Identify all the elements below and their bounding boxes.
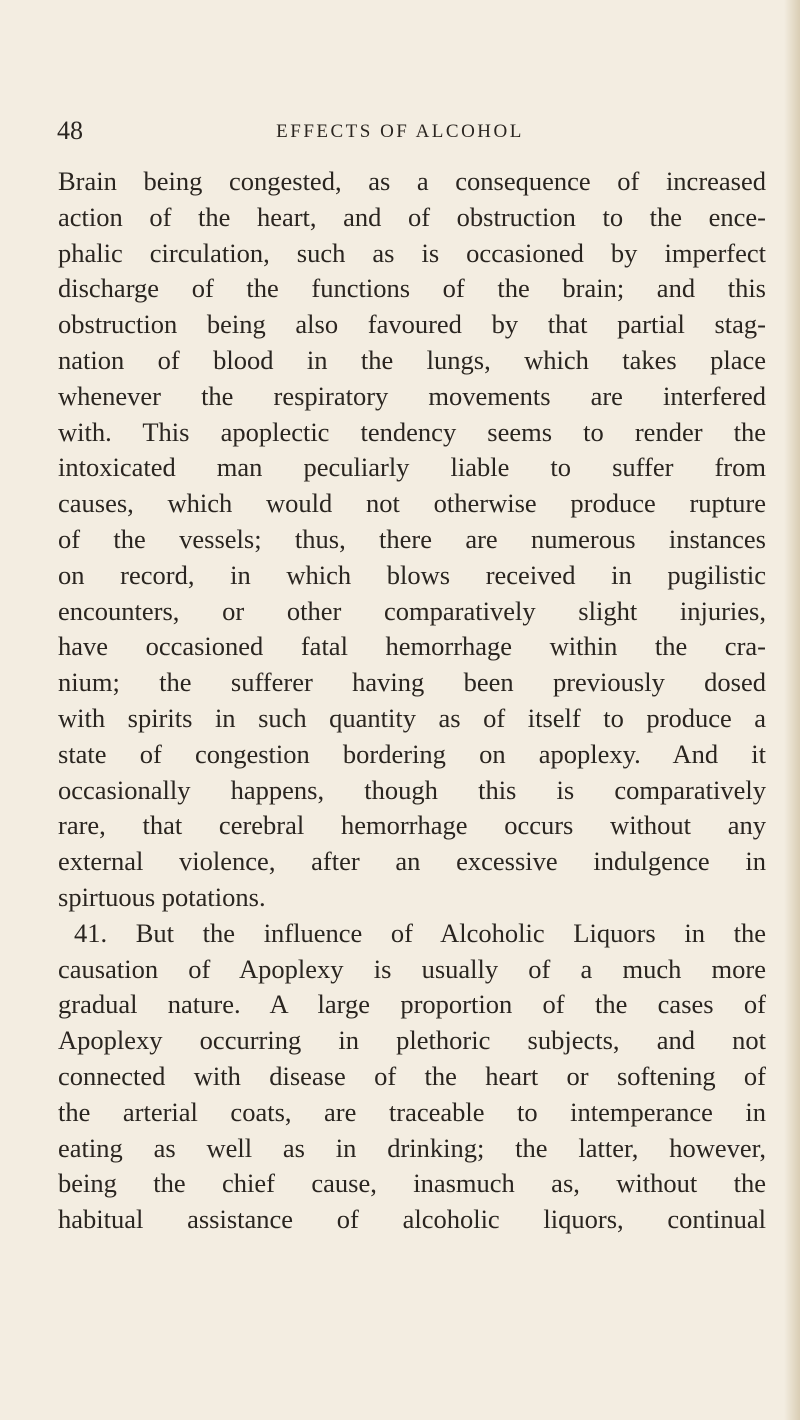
text-line: occasionally happens, though this is comparatively	[58, 774, 766, 805]
text-line: of the vessels; thus, there are numerous instances	[58, 523, 766, 554]
text-line: eating as well as in drinking; the latter, however,	[58, 1132, 766, 1163]
page-edge-shadow	[784, 0, 800, 1420]
text-line: have occasioned fatal hemorrhage within the cra-	[58, 631, 766, 662]
text-line: gradual nature. A large proportion of the cases of	[58, 989, 766, 1020]
text-line: nium; the sufferer having been previously dosed	[58, 667, 766, 698]
body-text	[58, 164, 766, 1238]
text-line: encounters, or other comparatively slight injuries,	[58, 595, 766, 626]
text-line: Apoplexy occurring in plethoric subjects, and not	[58, 1025, 766, 1056]
text-line: Brain being congested, as a consequence of increased	[58, 166, 766, 196]
text-line: nation of blood in the lungs, which takes place	[58, 344, 766, 375]
text-line: on record, in which blows received in pugilistic	[58, 559, 766, 590]
text-line: with. This apoplectic tendency seems to render the	[58, 416, 766, 447]
text-line-paragraph-end: spirtuous potations.	[58, 881, 266, 912]
running-head: EFFECTS OF ALCOHOL	[276, 121, 524, 142]
text-line: obstruction being also favoured by that partial stag-	[58, 309, 766, 340]
text-line: causation of Apoplexy is usually of a much more	[58, 953, 766, 984]
text-line: state of congestion bordering on apoplexy. And it	[58, 738, 766, 769]
text-line: rare, that cerebral hemorrhage occurs without any	[58, 810, 766, 841]
text-line: phalic circulation, such as is occasioned by imperfect	[58, 237, 766, 268]
text-line: being the chief cause, inasmuch as, without the	[58, 1168, 766, 1199]
text-line: causes, which would not otherwise produce rupture	[58, 488, 766, 519]
text-line: discharge of the functions of the brain; and this	[58, 273, 766, 304]
text-line: the arterial coats, are traceable to intemperance in	[58, 1096, 766, 1127]
text-line: external violence, after an excessive indulgence in	[58, 846, 766, 877]
text-line-paragraph-start: 41. But the influence of Alcoholic Liquors in the	[74, 917, 766, 948]
text-line: action of the heart, and of obstruction to the ence-	[58, 201, 766, 232]
text-line: connected with disease of the heart or softening of	[58, 1060, 766, 1091]
text-line: with spirits in such quantity as of itself to produce a	[58, 702, 766, 733]
page-number: 48	[57, 116, 83, 145]
text-line: habitual assistance of alcoholic liquors, continual	[58, 1204, 766, 1235]
text-line: intoxicated man peculiarly liable to suffer from	[58, 452, 766, 483]
page-header	[0, 114, 800, 148]
text-line: whenever the respiratory movements are interfered	[58, 380, 766, 411]
